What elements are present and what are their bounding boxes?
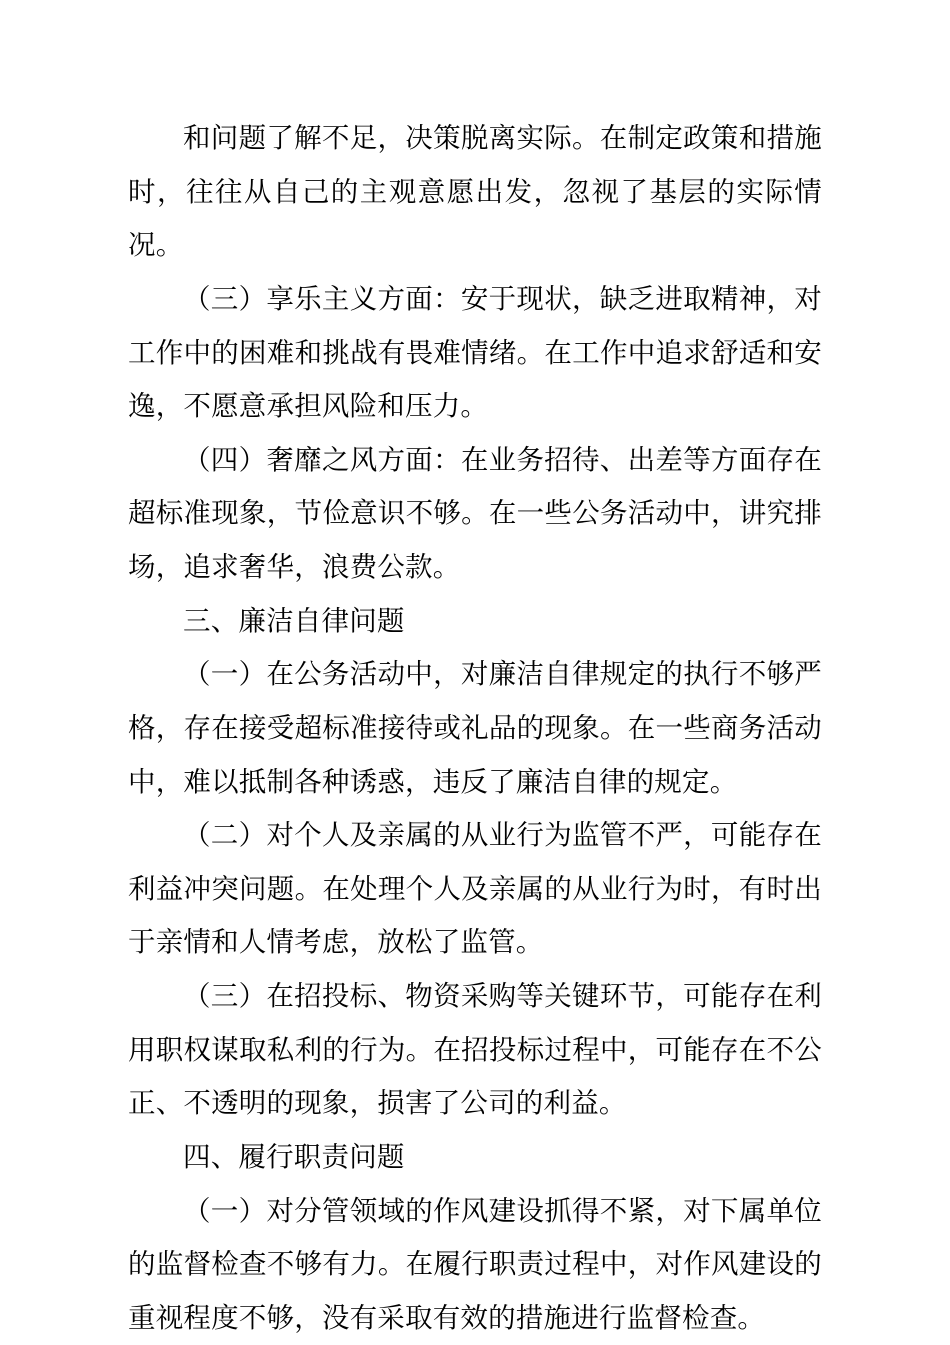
section-heading-four: 四、履行职责问题 xyxy=(128,1131,822,1185)
paragraph-continued: 和问题了解不足，决策脱离实际。在制定政策和措施时，往往从自己的主观意愿出发，忽视了基层的实际情况。 xyxy=(128,112,822,273)
paragraph-hedonism: （三）享乐主义方面：安于现状，缺乏进取精神，对工作中的困难和挑战有畏难情绪。在工作中追求舒适和安逸，不愿意承担风险和压力。 xyxy=(128,273,822,434)
paragraph-four-one: （一）对分管领域的作风建设抓得不紧，对下属单位的监督检查不够有力。在履行职责过程中，对作风建设的重视程度不够，没有采取有效的措施进行监督检查。 xyxy=(128,1185,822,1345)
paragraph-extravagance: （四）奢靡之风方面：在业务招待、出差等方面存在超标准现象，节俭意识不够。在一些公务活动中，讲究排场，追求奢华，浪费公款。 xyxy=(128,434,822,595)
document-body xyxy=(128,112,822,1345)
section-heading-three: 三、廉洁自律问题 xyxy=(128,595,822,649)
paragraph-three-three: （三）在招投标、物资采购等关键环节，可能存在利用职权谋取私利的行为。在招投标过程中，可能存在不公正、不透明的现象，损害了公司的利益。 xyxy=(128,970,822,1131)
paragraph-three-one: （一）在公务活动中，对廉洁自律规定的执行不够严格，存在接受超标准接待或礼品的现象。在一些商务活动中，难以抵制各种诱惑，违反了廉洁自律的规定。 xyxy=(128,648,822,809)
paragraph-three-two: （二）对个人及亲属的从业行为监管不严，可能存在利益冲突问题。在处理个人及亲属的从业行为时，有时出于亲情和人情考虑，放松了监管。 xyxy=(128,809,822,970)
